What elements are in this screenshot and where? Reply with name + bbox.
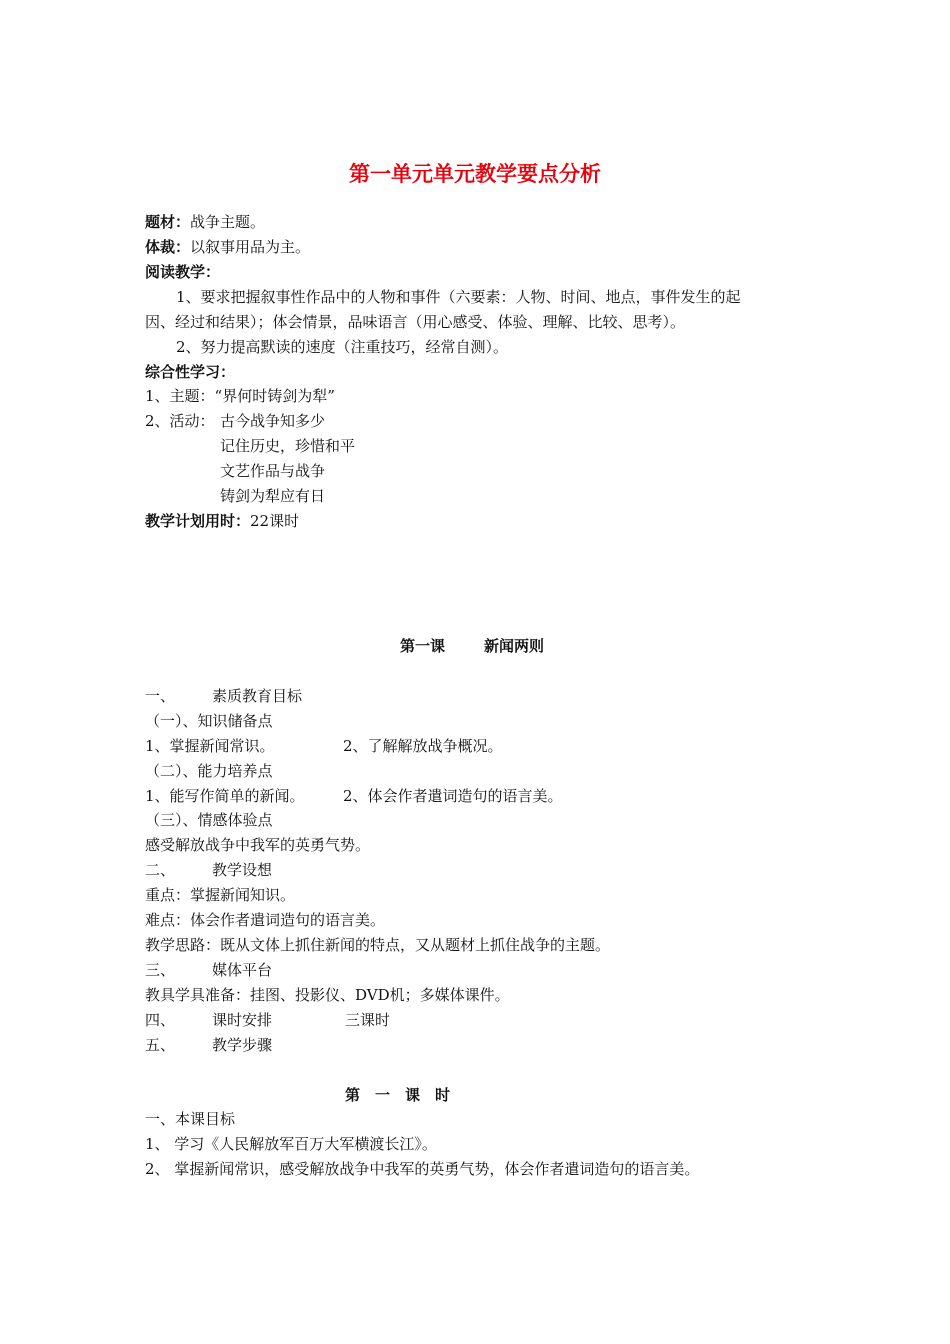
- subject-label: 题材：: [145, 213, 191, 231]
- goal-heading: 一、本课目标: [145, 1110, 236, 1128]
- section-2-number: 二、: [145, 861, 176, 879]
- ability-item-2: 2、体会作者遣词造句的语言美。: [343, 787, 563, 805]
- section-4-title: 课时安排: [212, 1011, 273, 1029]
- section-5-number: 五、: [145, 1036, 176, 1054]
- difficult-point: 难点：体会作者遣词造句的语言美。: [145, 911, 386, 929]
- emotion-heading: （三）、情感体验点: [145, 811, 273, 829]
- section-4-value: 三课时: [345, 1011, 391, 1029]
- section-5-title: 教学步骤: [212, 1036, 273, 1054]
- activity-item: 文艺作品与战争: [220, 462, 326, 480]
- section-2-title: 教学设想: [212, 861, 273, 879]
- reading-item-1a: 1、要求把握叙事性作品中的人物和事件（六要素：人物、时间、地点，事件发生的起: [176, 288, 741, 306]
- key-point: 重点：掌握新闻知识。: [145, 886, 296, 904]
- knowledge-heading: （一）、知识储备点: [145, 712, 273, 730]
- subject-line: [145, 212, 265, 232]
- section-1-number: 一、: [145, 687, 176, 705]
- ability-item-1: 1、能写作简单的新闻。: [145, 787, 305, 805]
- plan-value: 22课时: [250, 512, 300, 530]
- integrated-heading: 综合性学习：: [145, 363, 236, 381]
- activity-item: 铸剑为犁应有日: [220, 487, 326, 505]
- reading-item-1b: 因、经过和结果）；体会情景，品味语言（用心感受、体验、理解、比较、思考）。: [145, 313, 686, 331]
- knowledge-item-1: 1、掌握新闻常识。: [145, 737, 275, 755]
- teaching-tools: 教具学具准备：挂图、投影仪、DVD机；多媒体课件。: [145, 986, 510, 1004]
- activity-item: 古今战争知多少: [220, 412, 326, 430]
- theme-line: 1、主题：“界何时铸剑为犁”: [145, 387, 335, 405]
- section-3-number: 三、: [145, 961, 176, 979]
- activity-item: 记住历史，珍惜和平: [220, 437, 356, 455]
- ability-heading: （二）、能力培养点: [145, 762, 273, 780]
- reading-item-2: 2、努力提高默读的速度（注重技巧，经常自测）。: [176, 338, 509, 356]
- emotion-item: 感受解放战争中我军的英勇气势。: [145, 836, 371, 854]
- reading-heading: 阅读教学：: [145, 263, 221, 281]
- plan-label: 教学计划用时：: [145, 512, 251, 530]
- goal-item-1: 1、 学习《人民解放军百万大军横渡长江》。: [145, 1135, 437, 1153]
- section-3-title: 媒体平台: [212, 961, 273, 979]
- genre-line: [145, 237, 310, 257]
- activity-label: 2、活动：: [145, 412, 215, 430]
- period-title: 第 一 课 时: [345, 1086, 451, 1104]
- section-4-number: 四、: [145, 1011, 176, 1029]
- knowledge-item-2: 2、了解解放战争概况。: [343, 737, 503, 755]
- section-1-title: 素质教育目标: [212, 687, 303, 705]
- goal-item-2: 2、 掌握新闻常识，感受解放战争中我军的英勇气势，体会作者遣词造句的语言美。: [145, 1160, 700, 1178]
- subject-value: 战争主题。: [190, 213, 266, 231]
- page-title: 第一单元单元教学要点分析: [349, 162, 601, 186]
- teaching-idea: 教学思路：既从文体上抓住新闻的特点，又从题材上抓住战争的主题。: [145, 936, 611, 954]
- genre-value: 以叙事用品为主。: [190, 238, 311, 256]
- genre-label: 体裁：: [145, 238, 191, 256]
- lesson-title-name: 新闻两则: [484, 637, 545, 655]
- lesson-title-number: 第一课: [400, 637, 446, 655]
- plan-line: [145, 511, 299, 531]
